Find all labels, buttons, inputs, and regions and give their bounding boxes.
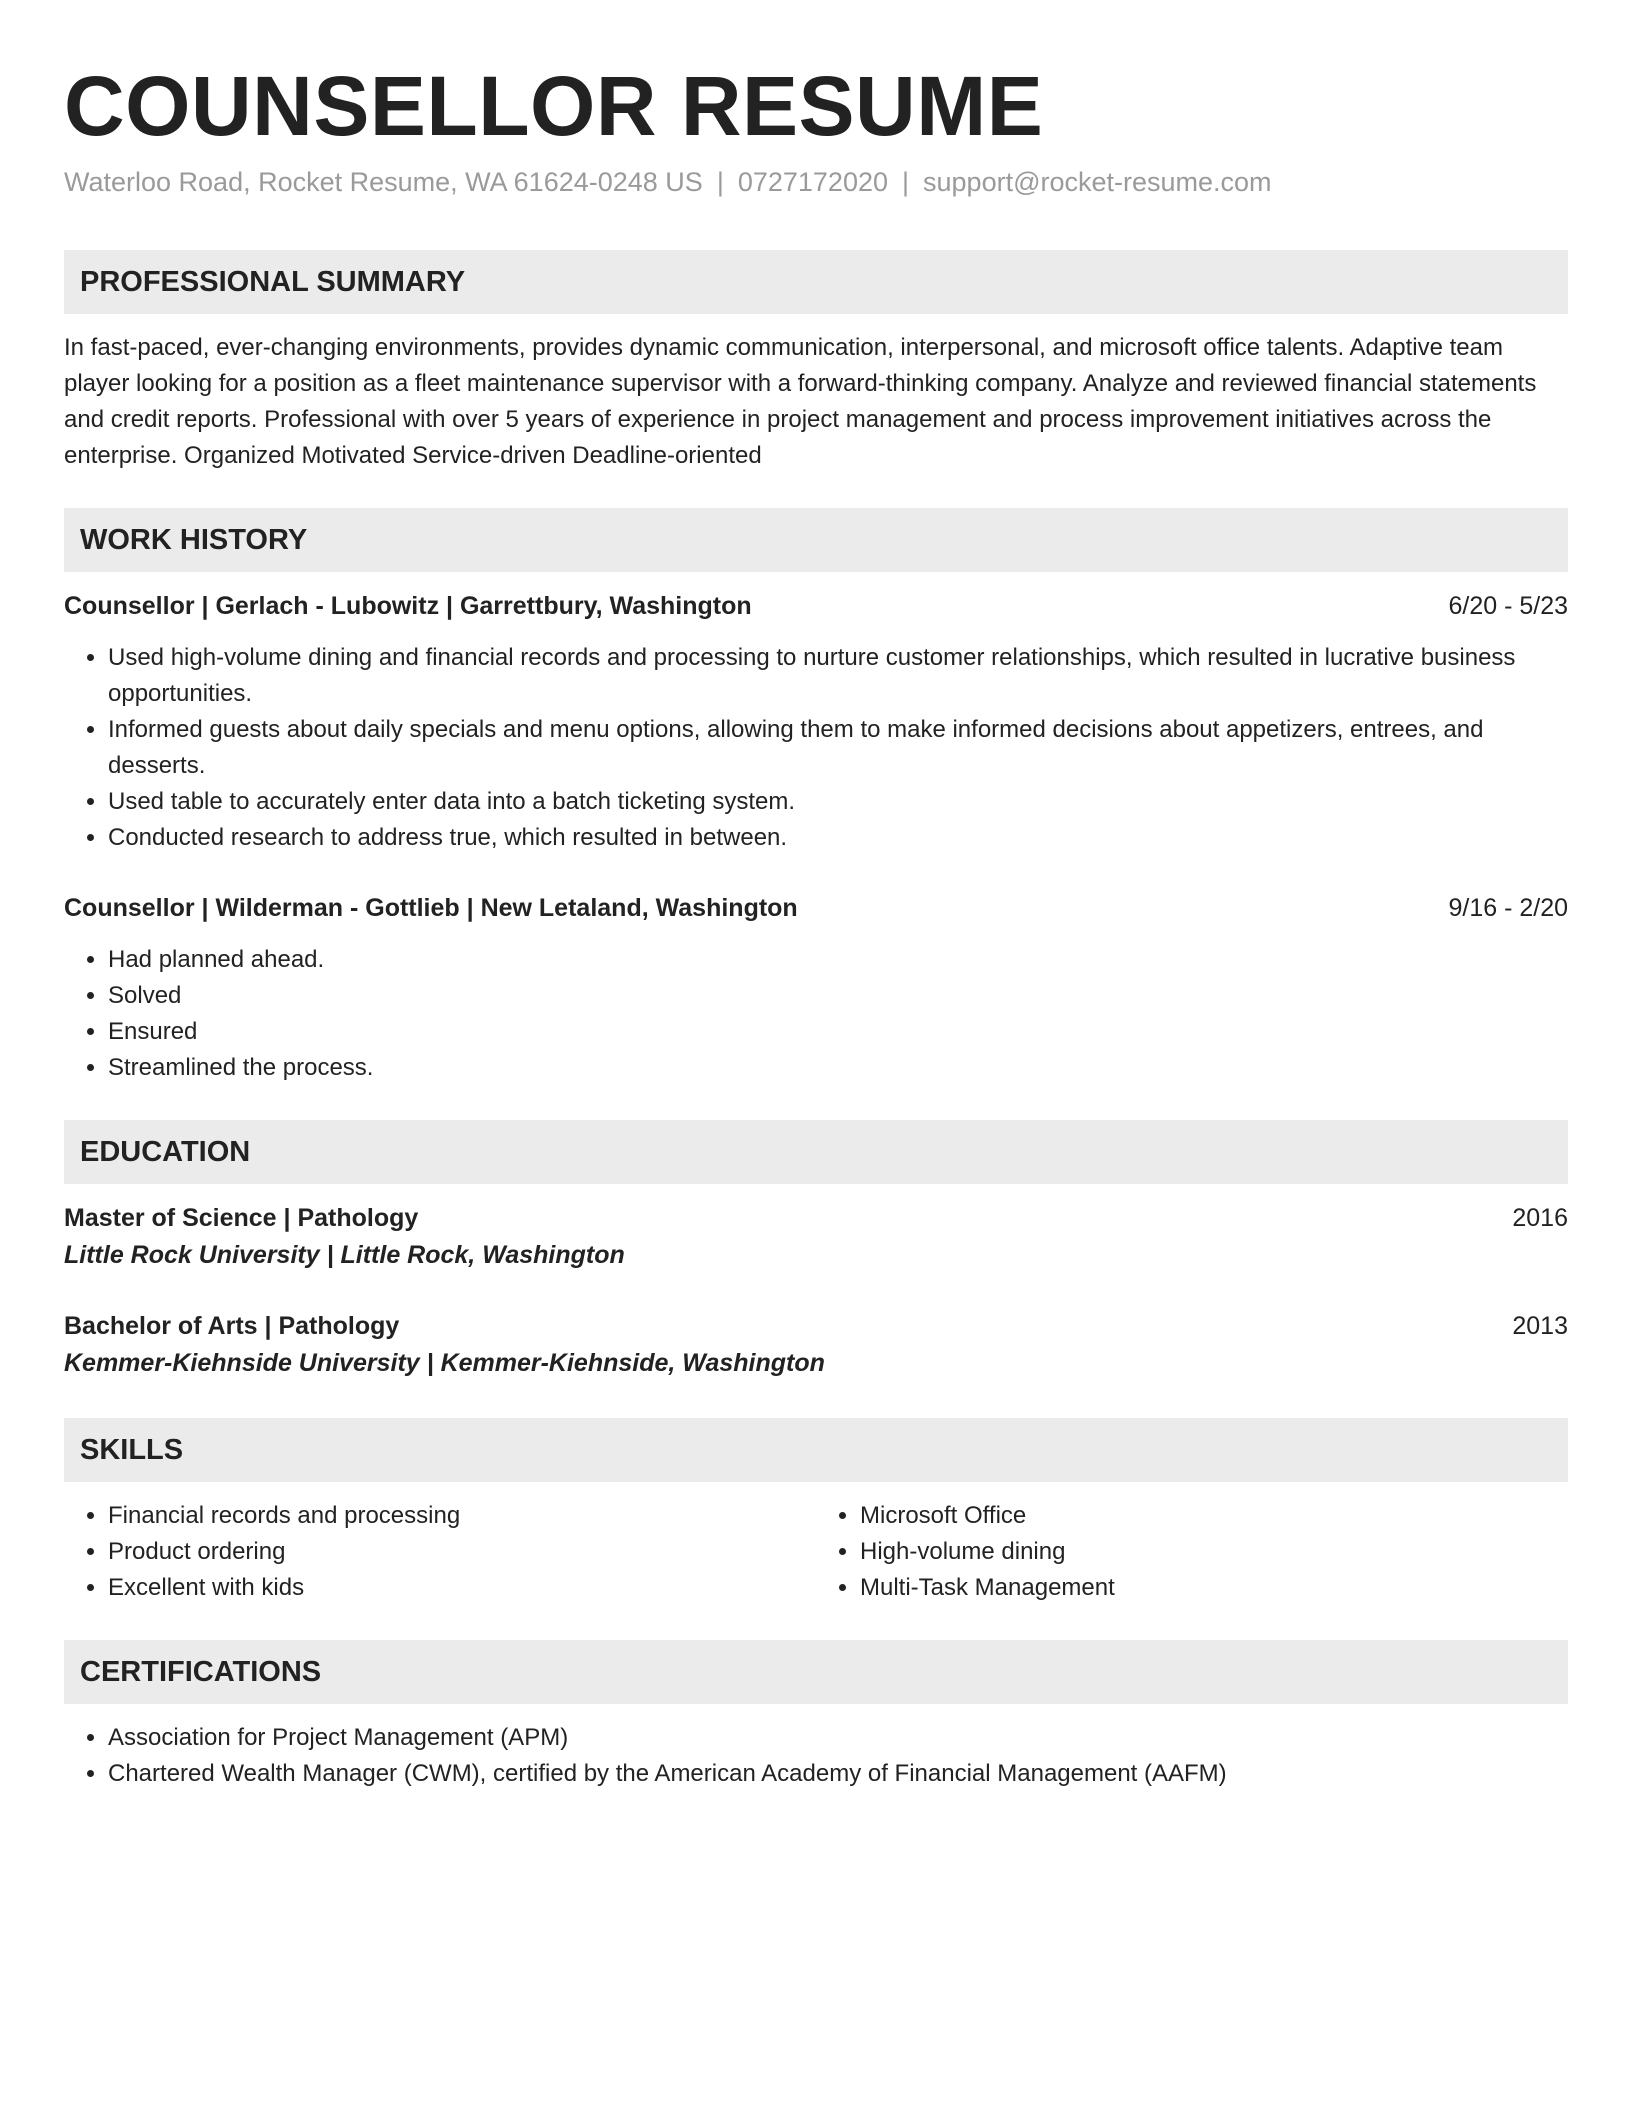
- job-dates: 9/16 - 2/20: [1448, 894, 1568, 922]
- job-bullet: • Had planned ahead.: [108, 942, 1568, 978]
- education-degree: Master of Science | Pathology: [64, 1204, 419, 1232]
- certification-item: • Association for Project Management (APM): [108, 1720, 1568, 1756]
- education-year: 2016: [1512, 1204, 1568, 1232]
- contact-address: Waterloo Road, Rocket Resume, WA 61624-0248 US: [64, 167, 703, 197]
- job-bullet: • Used high-volume dining and financial records and processing to nurture customer relationships, which resulted in lucrative business opportunities.: [108, 640, 1568, 712]
- contact-separator: |: [902, 167, 910, 197]
- education-header: [64, 1200, 1568, 1236]
- job-title: Counsellor | Wilderman - Gottlieb | New Letaland, Washington: [64, 894, 798, 922]
- work-history-section: [64, 508, 1568, 1086]
- education-degree: Bachelor of Arts | Pathology: [64, 1312, 400, 1340]
- skills-list-right: [816, 1498, 1568, 1606]
- education-section: [64, 1120, 1568, 1382]
- job-entry: [64, 588, 1568, 856]
- certifications-section: [64, 1640, 1568, 1792]
- job-bullet: • Conducted research to address true, which resulted in between.: [108, 820, 1568, 856]
- education-header: [64, 1308, 1568, 1344]
- certifications-list: [64, 1720, 1568, 1792]
- skill-item: • Multi-Task Management: [860, 1570, 1568, 1606]
- skill-item: • Excellent with kids: [108, 1570, 816, 1606]
- job-header: [64, 588, 1568, 624]
- skills-heading: SKILLS: [64, 1418, 1568, 1482]
- job-bullets: [64, 640, 1568, 856]
- summary-section: [64, 250, 1568, 474]
- summary-heading: PROFESSIONAL SUMMARY: [64, 250, 1568, 314]
- job-bullet: • Informed guests about daily specials and menu options, allowing them to make informed decisions about appetizers, entrees, and desserts.: [108, 712, 1568, 784]
- job-bullets: [64, 942, 1568, 1086]
- skills-section: [64, 1418, 1568, 1606]
- job-bullet: • Solved: [108, 978, 1568, 1014]
- education-school: Kemmer-Kiehnside University | Kemmer-Kiehnside, Washington: [64, 1349, 825, 1377]
- job-entry: [64, 890, 1568, 1086]
- skills-list-left: [64, 1498, 816, 1606]
- job-header: [64, 890, 1568, 926]
- work-history-heading: WORK HISTORY: [64, 508, 1568, 572]
- education-school: Little Rock University | Little Rock, Washington: [64, 1241, 625, 1269]
- resume-title: COUNSELLOR RESUME: [64, 59, 1044, 153]
- summary-text: In fast-paced, ever-changing environments, provides dynamic communication, interpersonal, and microsoft office talents. Adaptive team player looking for a position as a fleet maintenance supervisor with a forward-thinking company. Analyze and reviewed financial statements and credit reports. Professional with over 5 years of experience in project management and process improvement initiatives across the enterprise. Organized Motivated Service-driven Deadline-oriented: [64, 334, 1537, 469]
- resume-page: [64, 0, 1568, 1792]
- education-entry: [64, 1308, 1568, 1382]
- education-heading: EDUCATION: [64, 1120, 1568, 1184]
- education-year: 2013: [1512, 1312, 1568, 1340]
- contact-phone: 0727172020: [737, 167, 888, 197]
- job-bullet: • Streamlined the process.: [108, 1050, 1568, 1086]
- contact-email[interactable]: support@rocket-resume.com: [923, 167, 1272, 197]
- certification-item: • Chartered Wealth Manager (CWM), certified by the American Academy of Financial Management (AAFM): [108, 1756, 1568, 1792]
- skill-item: • Product ordering: [108, 1534, 816, 1570]
- job-bullet: • Ensured: [108, 1014, 1568, 1050]
- skill-item: • Microsoft Office: [860, 1498, 1568, 1534]
- contact-separator: |: [716, 167, 724, 197]
- job-title: Counsellor | Gerlach - Lubowitz | Garrettbury, Washington: [64, 592, 752, 620]
- certifications-heading: CERTIFICATIONS: [64, 1640, 1568, 1704]
- contact-line: [64, 164, 1568, 200]
- education-entry: [64, 1200, 1568, 1274]
- skill-item: • High-volume dining: [860, 1534, 1568, 1570]
- skill-item: • Financial records and processing: [108, 1498, 816, 1534]
- job-bullet: • Used table to accurately enter data into a batch ticketing system.: [108, 784, 1568, 820]
- job-dates: 6/20 - 5/23: [1448, 592, 1568, 620]
- skills-columns: [64, 1482, 1568, 1606]
